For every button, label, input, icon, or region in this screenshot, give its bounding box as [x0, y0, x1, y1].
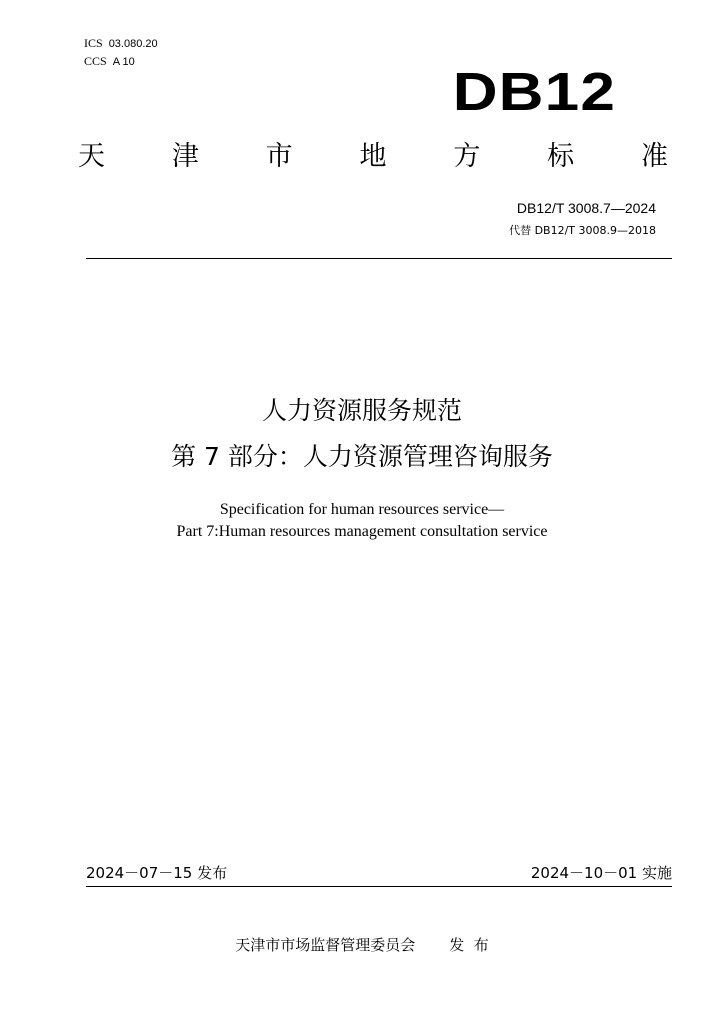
issuer-line	[0, 936, 724, 954]
ccs-code	[84, 54, 135, 69]
standard-type-heading	[78, 140, 668, 174]
standard-code: DB12/T 3008.7—2024	[516, 200, 656, 216]
ccs-value: A 10	[112, 56, 135, 68]
bottom-divider	[86, 886, 672, 887]
ics-label: ICS	[84, 36, 103, 50]
standard-type-char: 准	[640, 141, 668, 172]
english-title-line-1: Specification for human resources service—	[219, 501, 505, 518]
db-mark-text: DB12	[452, 62, 616, 122]
issuer-action: 发 布	[449, 936, 489, 954]
title-line-1: 人力资源服务规范	[261, 396, 462, 425]
english-title-line-2: Part 7:Human resources management consultation service	[176, 523, 548, 540]
standard-type-char: 方	[453, 141, 481, 172]
ccs-label: CCS	[84, 54, 107, 68]
standard-type-char: 标	[547, 141, 575, 172]
issuer-name: 天津市市场监督管理委员会	[235, 936, 416, 954]
title-line-2: 第 7 部分：人力资源管理咨询服务	[171, 442, 553, 471]
ics-value: 03.080.20	[108, 38, 158, 50]
standard-type-char: 市	[265, 141, 293, 172]
standard-type-char: 地	[359, 141, 387, 172]
ics-code	[84, 36, 158, 51]
standard-type-char: 天	[78, 141, 105, 172]
implementation-date: 2024－10－01 实施	[530, 864, 672, 882]
issue-date: 2024－07－15 发布	[86, 864, 228, 882]
db-standard-mark	[452, 62, 616, 122]
replaces-standard: 代替 DB12/T 3008.9—2018	[509, 224, 656, 237]
top-divider	[86, 258, 672, 259]
standard-type-char: 津	[171, 141, 199, 172]
